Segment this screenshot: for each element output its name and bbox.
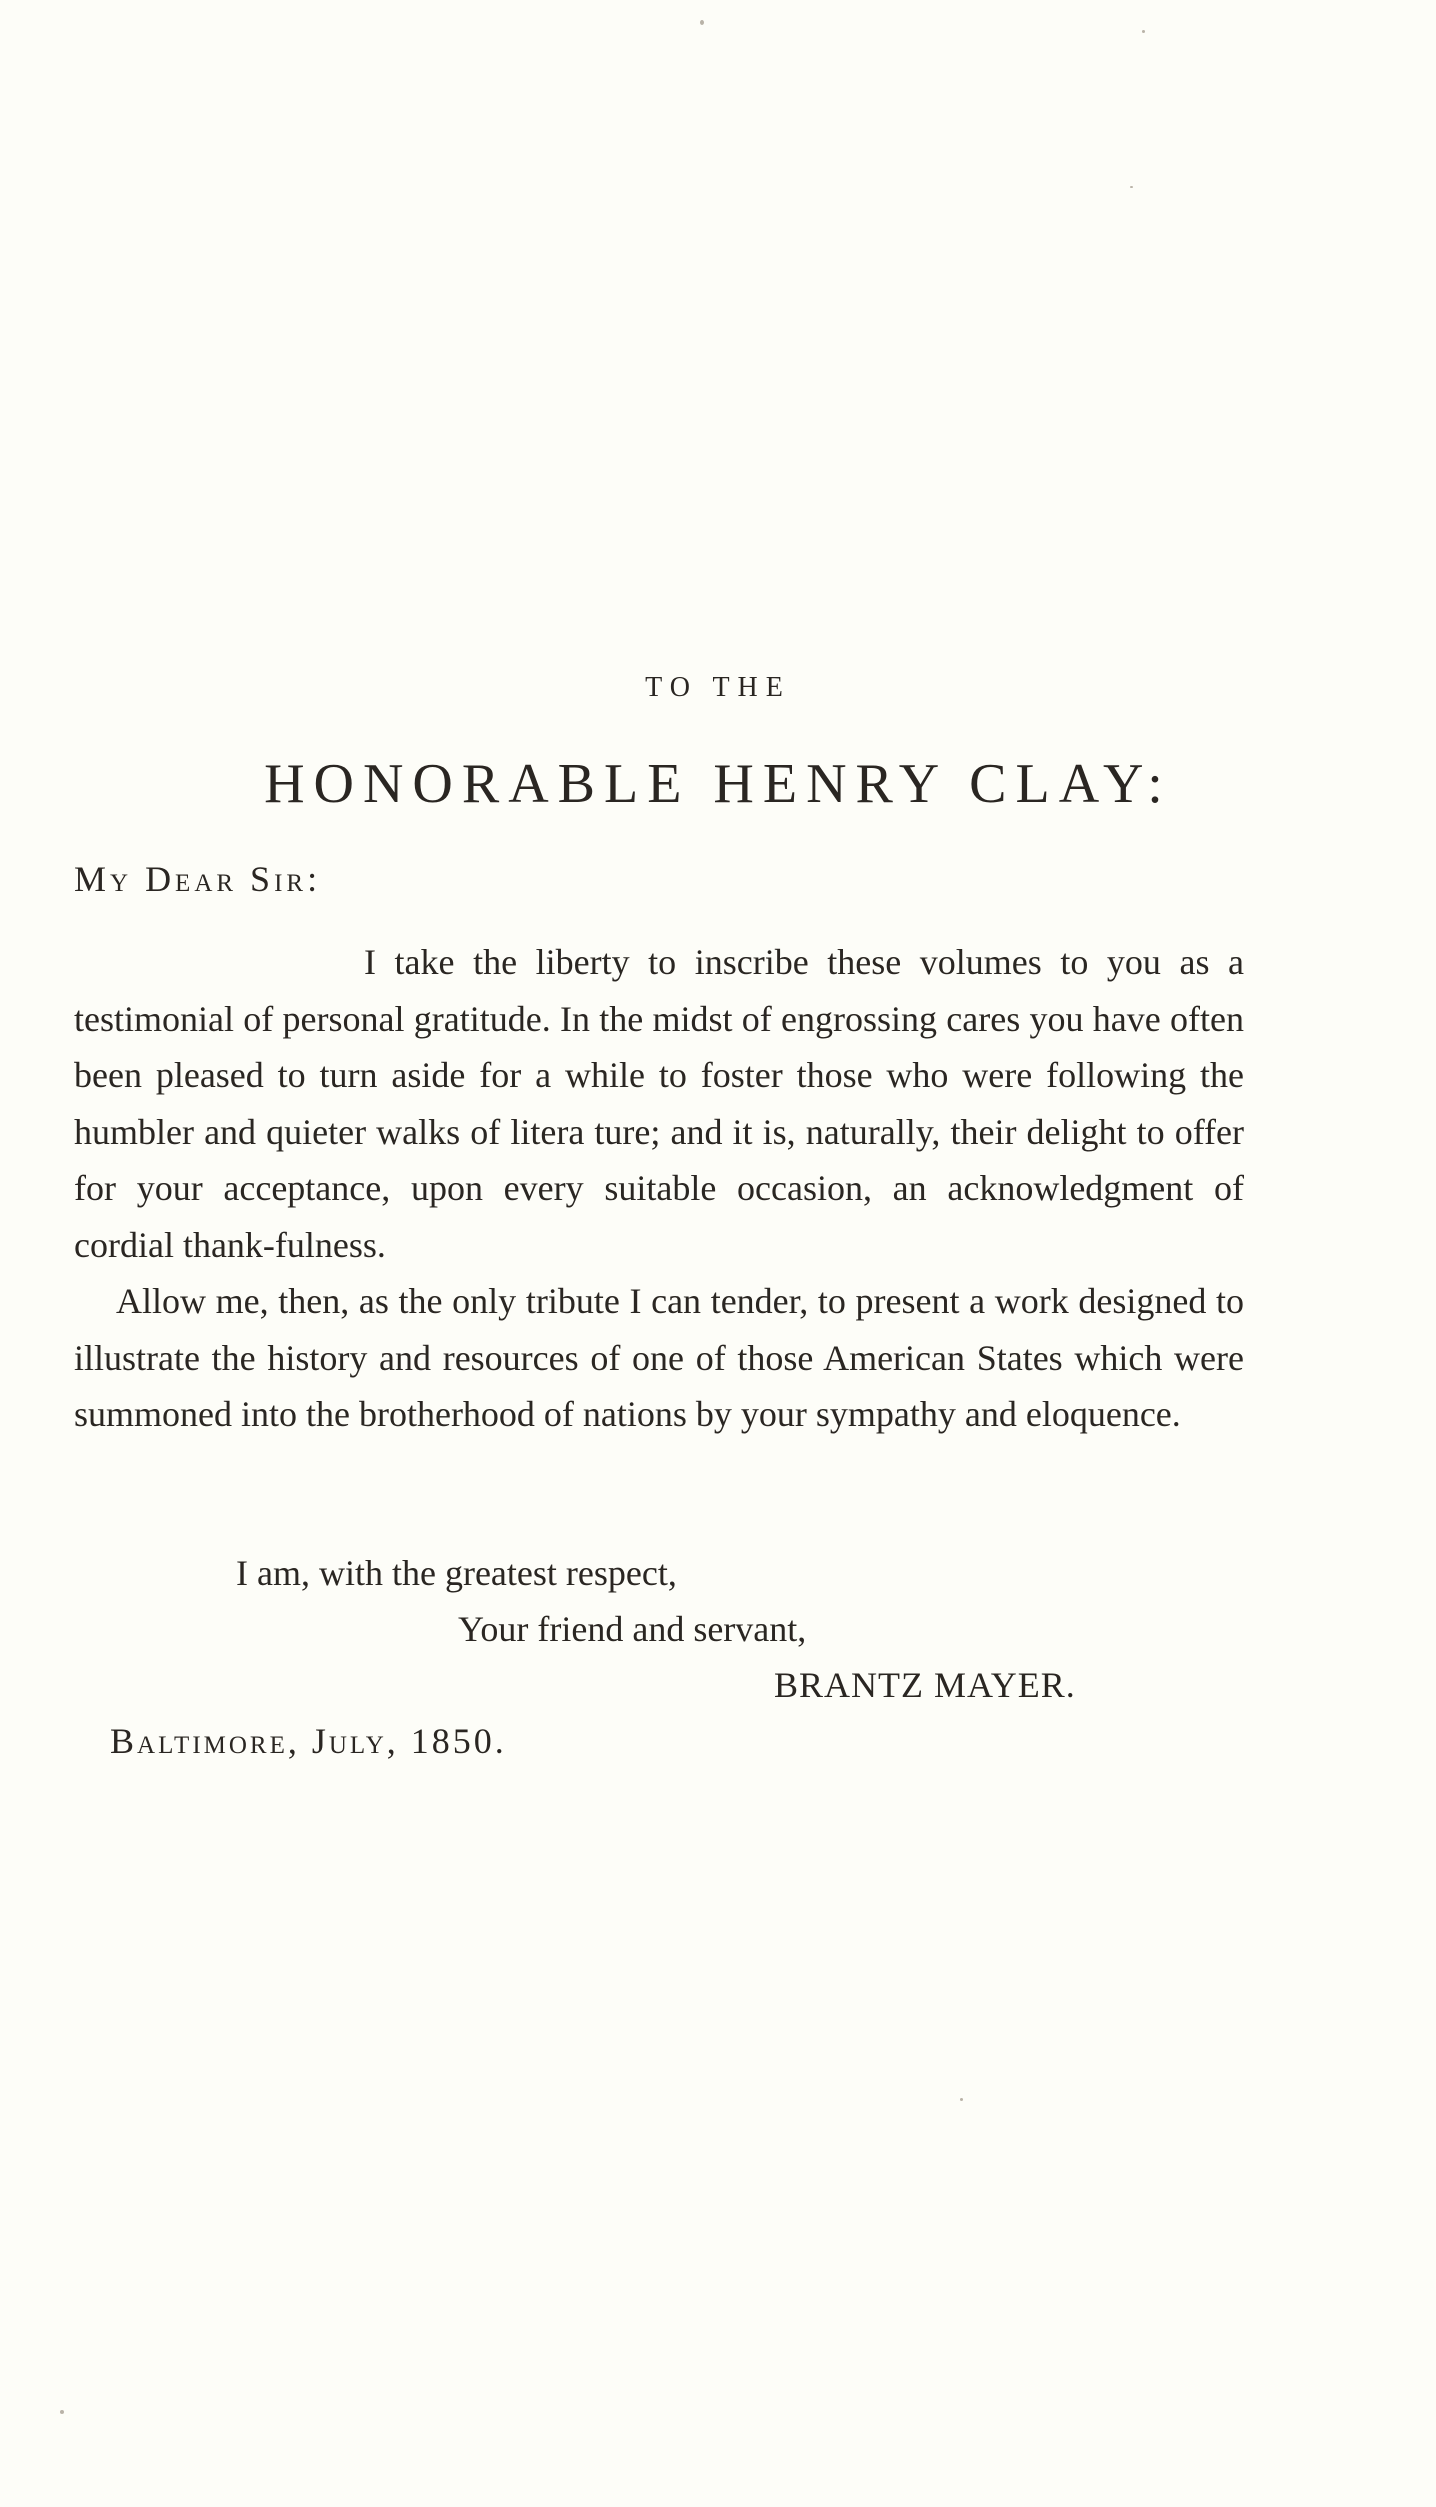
- dedication-recipient: HONORABLE HENRY CLAY:: [264, 753, 1172, 815]
- paper-speck: [1142, 30, 1145, 33]
- letter-salutation: My Dear Sir:: [74, 859, 322, 899]
- letter-paragraph-2: Allow me, then, as the only tribute I can tender, to present a work designed to illustrate the history and resources of one of those American States which were summoned into the brotherhood of nations by your sympathy and eloquence.: [74, 1281, 1244, 1434]
- paper-speck: [700, 20, 704, 25]
- letter-paragraph-1: I take the liberty to inscribe these volumes to you as a testimonial of personal gratitude. In the midst of engrossing cares you have often been pleased to turn aside for a while to foster those who were following the humbler and quieter walks of litera ture; and it is, naturally, their delight to offer for your acceptance, upon every suitable occasion, an acknowledgment of cordial thank-fulness.: [74, 942, 1244, 1265]
- letter-body: [74, 934, 1244, 1443]
- paper-speck: [60, 2410, 64, 2414]
- paper-speck: [1130, 186, 1133, 188]
- paper-speck: [960, 2098, 963, 2101]
- letter-closing-line-2: Your friend and servant,: [458, 1609, 807, 1649]
- letter-closing-line-1: I am, with the greatest respect,: [236, 1553, 677, 1593]
- letter-place-date: Baltimore, July, 1850.: [110, 1721, 507, 1761]
- letter-signature: BRANTZ MAYER.: [774, 1665, 1076, 1705]
- dedication-to-the: TO THE: [645, 672, 791, 703]
